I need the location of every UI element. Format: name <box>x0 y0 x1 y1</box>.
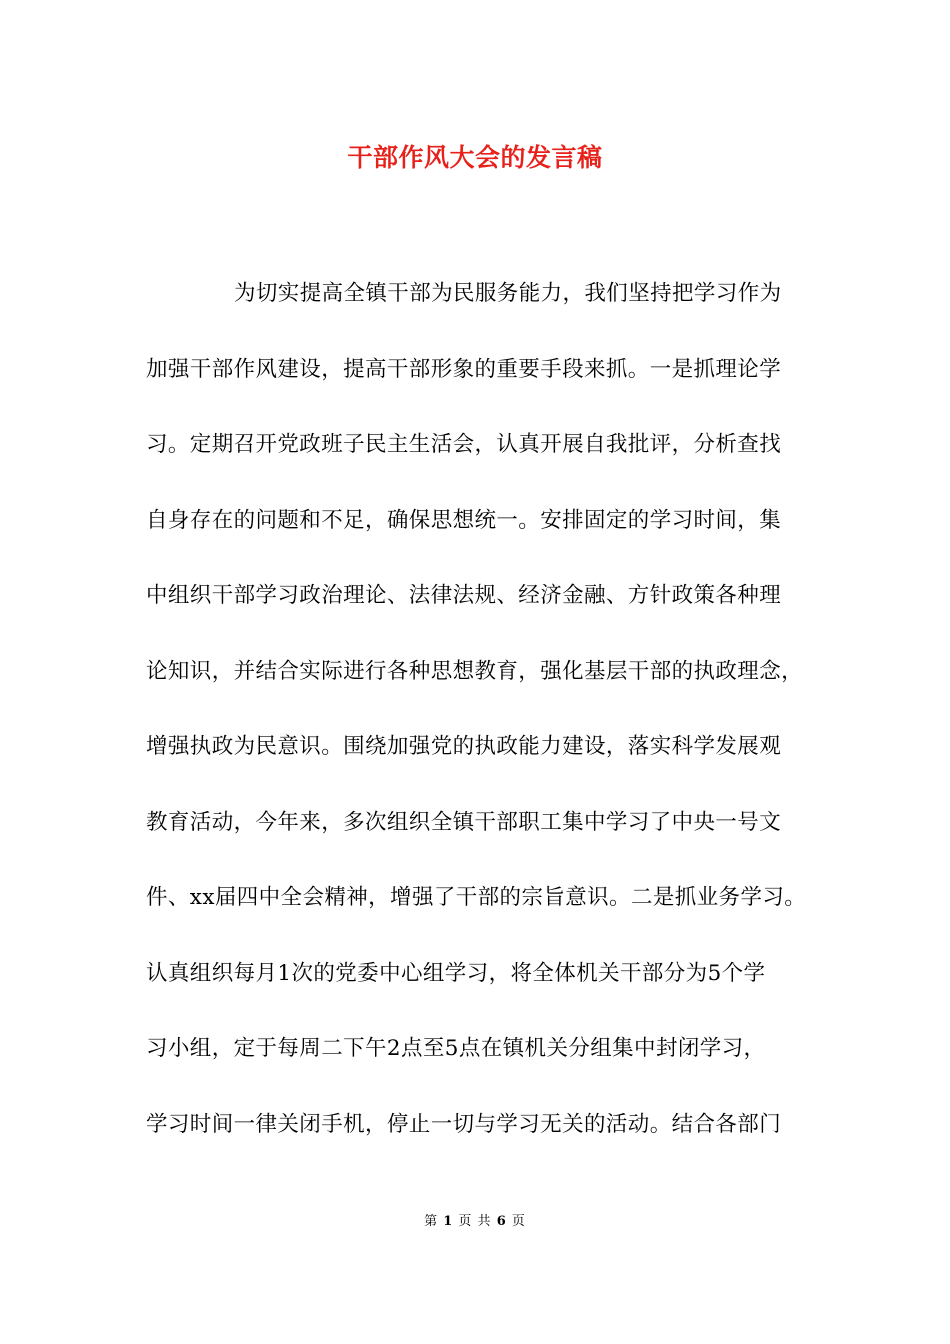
current-page-number: 1 <box>443 1214 454 1229</box>
body-line: 认真组织每月1次的党委中心组学习，将全体机关干部分为5个学 <box>146 960 766 986</box>
body-line: 加强干部作风建设，提高干部形象的重要手段来抓。一是抓理论学 <box>146 356 782 382</box>
body-line: 为切实提高全镇干部为民服务能力，我们坚持把学习作为 <box>234 281 782 306</box>
body-line: 习小组，定于每周二下午2点至5点在镇机关分组集中封闭学习， <box>146 1036 766 1061</box>
body-line: 学习时间一律关闭手机，停止一切与学习无关的活动。结合各部门 <box>146 1111 782 1137</box>
footer-prefix: 第 <box>424 1214 439 1229</box>
body-line: 中组织干部学习政治理论、法律法规、经济金融、方针政策各种理 <box>146 583 782 608</box>
total-pages-number: 6 <box>496 1214 507 1229</box>
body-line: 习。定期召开党政班子民主生活会，认真开展自我批评，分析查找 <box>146 432 782 457</box>
body-line: 自身存在的问题和不足，确保思想统一。安排固定的学习时间，集 <box>146 507 782 533</box>
document-body <box>146 273 826 1179</box>
body-line: 增强执政为民意识。围绕加强党的执政能力建设，落实科学发展观 <box>146 734 782 759</box>
document-title: 干部作风大会的发言稿 <box>347 143 603 172</box>
page-footer <box>0 1210 950 1229</box>
footer-suffix: 页 <box>511 1214 526 1229</box>
body-line: 教育活动，今年来，多次组织全镇干部职工集中学习了中央一号文 <box>146 809 782 835</box>
footer-middle: 页 共 <box>458 1214 492 1229</box>
body-line: 件、xx届四中全会精神，增强了干部的宗旨意识。二是抓业务学习。 <box>146 885 807 910</box>
body-line: 论知识，并结合实际进行各种思想教育，强化基层干部的执政理念， <box>146 658 804 684</box>
